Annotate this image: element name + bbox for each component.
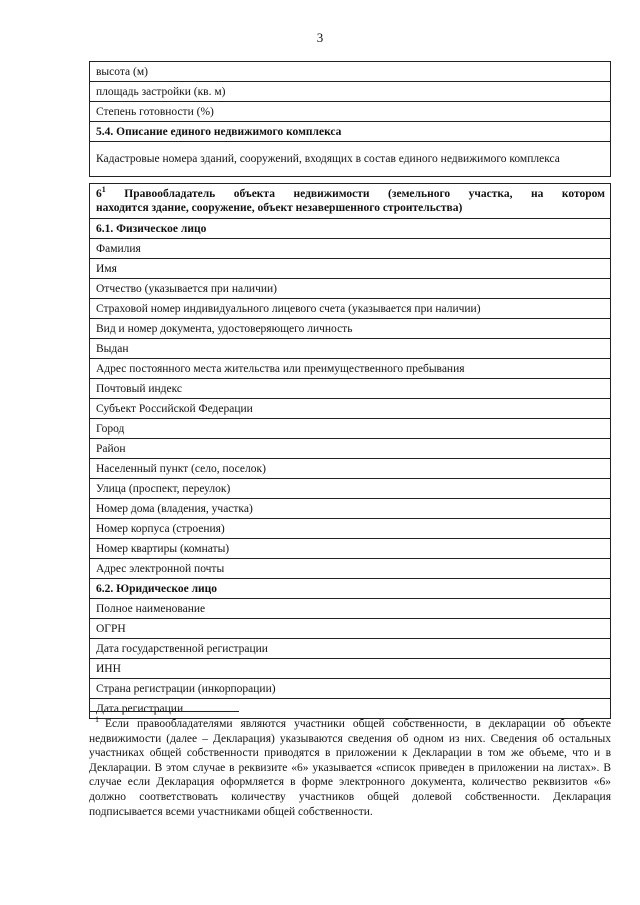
field-first-name-label: Имя (90, 259, 611, 279)
footnote-mark: 1 (95, 715, 99, 725)
field-settlement-label: Населенный пункт (село, поселок) (90, 459, 611, 479)
table-row (90, 239, 611, 259)
table-row (90, 459, 611, 479)
section-5-table (89, 61, 611, 177)
table-row (90, 439, 611, 459)
field-district-label: Район (90, 439, 611, 459)
section-6-table (89, 183, 611, 719)
subsection-6-1-heading: 6.1. Физическое лицо (90, 219, 611, 239)
table-row (90, 219, 611, 239)
table-row (90, 359, 611, 379)
field-street-label: Улица (проспект, переулок) (90, 479, 611, 499)
table-row (90, 339, 611, 359)
field-house-number-label: Номер дома (владения, участка) (90, 499, 611, 519)
field-building-area-label: площадь застройки (кв. м) (90, 82, 611, 102)
field-readiness-label: Степень готовности (%) (90, 102, 611, 122)
field-id-document-label: Вид и номер документа, удостоверяющего личность (90, 319, 611, 339)
field-registration-country-label: Страна регистрации (инкорпорации) (90, 679, 611, 699)
table-row (90, 519, 611, 539)
table-row (90, 379, 611, 399)
page-number: 3 (316, 30, 324, 45)
field-postal-code-label: Почтовый индекс (90, 379, 611, 399)
table-row (90, 599, 611, 619)
field-patronymic-label: Отчество (указывается при наличии) (90, 279, 611, 299)
field-full-name-label: Полное наименование (90, 599, 611, 619)
field-state-registration-date-label: Дата государственной регистрации (90, 639, 611, 659)
section-6-heading-line-1 (96, 187, 605, 201)
field-federal-subject-label: Субъект Российской Федерации (90, 399, 611, 419)
field-building-block-label: Номер корпуса (строения) (90, 519, 611, 539)
table-row (90, 142, 611, 177)
field-residence-address-label: Адрес постоянного места жительства или преимущественного пребывания (90, 359, 611, 379)
field-issued-by-label: Выдан (90, 339, 611, 359)
table-row (90, 82, 611, 102)
field-apartment-label: Номер квартиры (комнаты) (90, 539, 611, 559)
footnote-text: Если правообладателями являются участники общей собственности, в декларации об объекте недвижимости (далее – Декларация) указываются сведения об одном из них. Сведения об остальных участниках общей собственности приводятся в приложении к Декларации в том же объеме, что и в Декларации. В этом случае в реквизите «6» указывается «список приведен в приложении на листах». В случае если Декларация оформляется в форме электронного документа, количество реквизитов «6» должно соответствовать количеству участников общей долевой собственности. Декларация подписывается всеми участниками общей собственности. (89, 718, 611, 818)
table-row (90, 479, 611, 499)
table-row (90, 279, 611, 299)
table-row (90, 619, 611, 639)
section-6-number: 6 (96, 188, 102, 200)
table-row (90, 184, 611, 219)
table-row (90, 259, 611, 279)
footnote-divider (89, 711, 239, 712)
field-inn-label: ИНН (90, 659, 611, 679)
table-row (90, 122, 611, 142)
table-row (90, 319, 611, 339)
table-row (90, 419, 611, 439)
footnote (89, 717, 611, 819)
table-row (90, 399, 611, 419)
table-row (90, 102, 611, 122)
table-row (90, 62, 611, 82)
table-row (90, 499, 611, 519)
section-6-heading (90, 184, 611, 219)
field-email-label: Адрес электронной почты (90, 559, 611, 579)
table-row (90, 659, 611, 679)
table-row (90, 559, 611, 579)
table-row (90, 639, 611, 659)
field-height-label: высота (м) (90, 62, 611, 82)
field-registration-date-label: Дата регистрации (90, 699, 611, 719)
field-surname-label: Фамилия (90, 239, 611, 259)
table-row (90, 679, 611, 699)
subsection-5-4-heading: 5.4. Описание единого недвижимого комплекса (90, 122, 611, 142)
table-row (90, 299, 611, 319)
field-ogrn-label: ОГРН (90, 619, 611, 639)
subsection-6-2-heading: 6.2. Юридическое лицо (90, 579, 611, 599)
table-row (90, 579, 611, 599)
table-row (90, 699, 611, 719)
table-row (90, 539, 611, 559)
field-cadastral-numbers-label: Кадастровые номера зданий, сооружений, входящих в состав единого недвижимого комплекса (90, 142, 611, 177)
field-snils-label: Страховой номер индивидуального лицевого счета (указывается при наличии) (90, 299, 611, 319)
section-6-heading-line-2: находится здание, сооружение, объект незавершенного строительства) (96, 202, 463, 214)
footnote-ref-mark: 1 (101, 185, 106, 195)
section-6-heading-text-1: Правообладатель объекта недвижимости (земельного участка, на котором (124, 188, 606, 200)
field-city-label: Город (90, 419, 611, 439)
